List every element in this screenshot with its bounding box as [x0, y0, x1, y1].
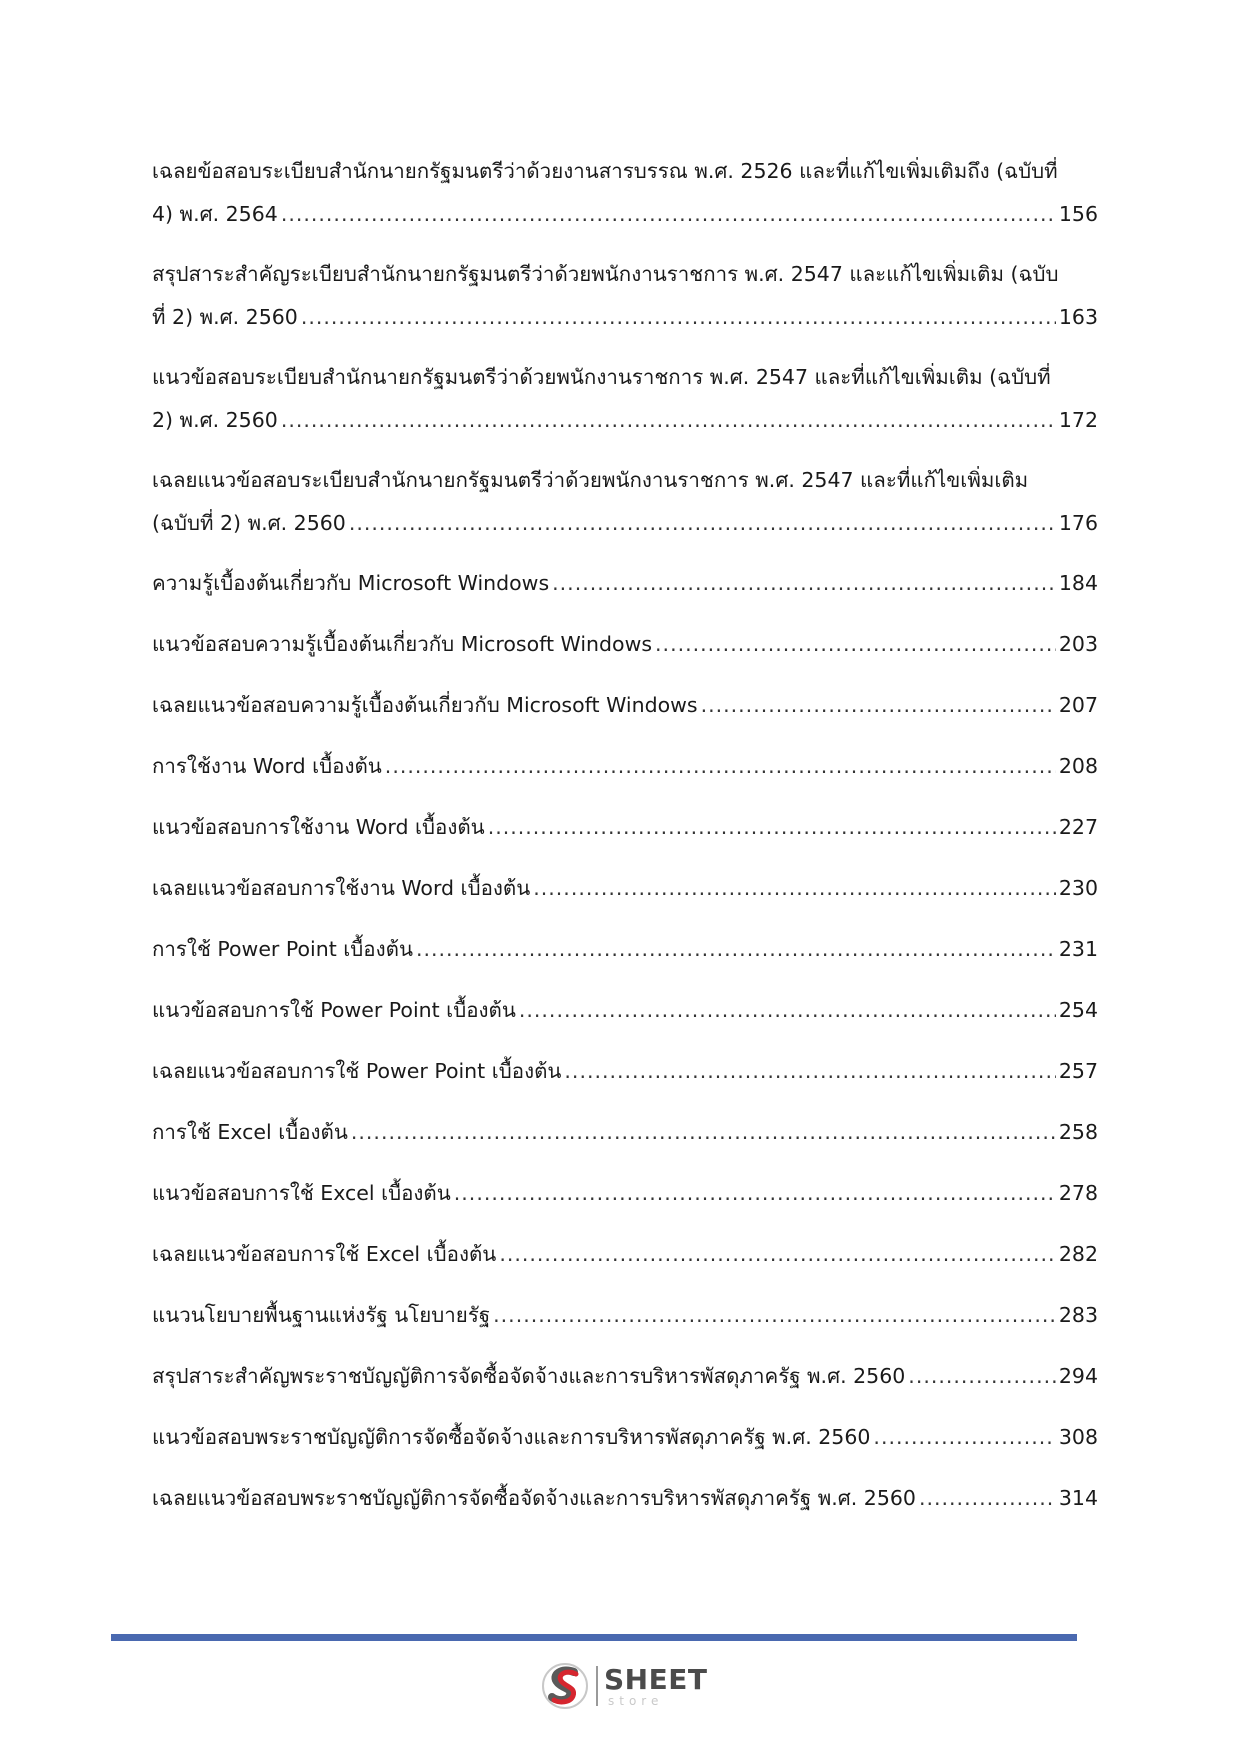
toc-entry-page-number: 176 [1058, 511, 1098, 535]
toc-entry [152, 1477, 1098, 1520]
dot-leader [281, 193, 1056, 236]
toc-entry [152, 1050, 1098, 1093]
dot-leader [416, 928, 1056, 971]
toc-entry-page-number: 283 [1058, 1303, 1098, 1327]
toc-entry-page-number: 308 [1058, 1425, 1098, 1449]
toc-entry-leader-line [152, 502, 1098, 545]
toc-entry-page-number: 257 [1058, 1059, 1098, 1083]
dot-leader [533, 867, 1056, 910]
toc-entry-title: แนวข้อสอบพระราชบัญญัติการจัดซื้อจัดจ้างและการบริหารพัสดุภาครัฐ พ.ศ. 2560 [152, 1425, 871, 1449]
toc-entry-leader-line [152, 806, 1098, 849]
toc-entry-title: แนวข้อสอบการใช้งาน Word เบื้องต้น [152, 815, 485, 839]
toc-entry-leader-line [152, 1233, 1098, 1276]
logo-word: SHEET [604, 1662, 708, 1696]
toc-entry-title-line: เฉลยข้อสอบระเบียบสำนักนายกรัฐมนตรีว่าด้วยงานสารบรรณ พ.ศ. 2526 และที่แก้ไขเพิ่มเติมถึง (ฉบับที่ [152, 159, 1058, 183]
toc-entry-leader-line [152, 1050, 1098, 1093]
toc-entry-page-number: 230 [1058, 876, 1098, 900]
dot-leader [281, 399, 1056, 442]
footer-rule [111, 1634, 1077, 1641]
toc-entry [152, 806, 1098, 849]
toc-entry-leader-line [152, 1477, 1098, 1520]
toc-entry-leader-line [152, 399, 1098, 442]
toc-entry-leader-line [152, 684, 1098, 727]
logo-words [604, 1662, 708, 1708]
toc-entry-page-number: 207 [1058, 693, 1098, 717]
toc-entry-page-number: 208 [1058, 754, 1098, 778]
toc-entry-leader-line [152, 562, 1098, 605]
toc-entry-title-line: สรุปสาระสำคัญระเบียบสำนักนายกรัฐมนตรีว่าด้วยพนักงานราชการ พ.ศ. 2547 และแก้ไขเพิ่มเติม (ฉบับ [152, 262, 1059, 286]
toc-entry-page-number: 314 [1058, 1486, 1098, 1510]
toc-entry-title: ที่ 2) พ.ศ. 2560 [152, 305, 298, 329]
dot-leader [499, 1233, 1056, 1276]
toc-entry-title: แนวข้อสอบการใช้ Excel เบื้องต้น [152, 1181, 451, 1205]
toc-entry-title: แนวข้อสอบความรู้เบื้องต้นเกี่ยวกับ Microsoft Windows [152, 632, 653, 656]
toc-entry [152, 1233, 1098, 1276]
dot-leader [454, 1172, 1056, 1215]
logo-divider [596, 1666, 598, 1706]
toc-entry [152, 459, 1098, 545]
toc-entry [152, 1111, 1098, 1154]
sheet-store-logo [540, 1660, 707, 1712]
toc-entry-title: เฉลยแนวข้อสอบความรู้เบื้องต้นเกี่ยวกับ Microsoft Windows [152, 693, 698, 717]
toc-entry [152, 562, 1098, 605]
toc-entry-page-number: 156 [1058, 202, 1098, 226]
dot-leader [301, 296, 1056, 339]
toc-entry [152, 867, 1098, 910]
dot-leader [488, 806, 1056, 849]
toc-entry-title: แนวข้อสอบการใช้ Power Point เบื้องต้น [152, 998, 516, 1022]
toc-entry-title: (ฉบับที่ 2) พ.ศ. 2560 [152, 511, 346, 535]
toc-entry [152, 253, 1098, 339]
toc-entry-leader-line [152, 1294, 1098, 1337]
toc-entry [152, 356, 1098, 442]
dot-leader [873, 1416, 1055, 1459]
toc-entry-leader-line [152, 745, 1098, 788]
toc-entry-title: 2) พ.ศ. 2560 [152, 408, 278, 432]
toc-entry-title: เฉลยแนวข้อสอบการใช้ Excel เบื้องต้น [152, 1242, 497, 1266]
dot-leader [385, 745, 1056, 788]
logo-subword: store [608, 1693, 664, 1708]
toc-entry-page-number: 282 [1058, 1242, 1098, 1266]
toc-entry-leader-line [152, 296, 1098, 339]
dot-leader [908, 1355, 1056, 1398]
dot-leader [655, 623, 1056, 666]
table-of-contents [152, 150, 1098, 1538]
toc-entry-page-number: 254 [1058, 998, 1098, 1022]
toc-entry-leader-line [152, 1111, 1098, 1154]
toc-entry-page-number: 278 [1058, 1181, 1098, 1205]
toc-entry [152, 684, 1098, 727]
dot-leader [351, 1111, 1056, 1154]
toc-entry-leader-line [152, 1355, 1098, 1398]
toc-entry-page-number: 172 [1058, 408, 1098, 432]
toc-entry-title: การใช้ Excel เบื้องต้น [152, 1120, 348, 1144]
toc-entry-title: เฉลยแนวข้อสอบการใช้งาน Word เบื้องต้น [152, 876, 531, 900]
toc-entry-page-number: 294 [1058, 1364, 1098, 1388]
dot-leader [552, 562, 1056, 605]
toc-entry-leader-line [152, 867, 1098, 910]
toc-entry [152, 150, 1098, 236]
toc-entry-leader-line [152, 989, 1098, 1032]
toc-entry-page-number: 184 [1058, 571, 1098, 595]
dot-leader [349, 502, 1056, 545]
sheet-store-logo-icon [540, 1661, 590, 1711]
toc-entry-title-line: แนวข้อสอบระเบียบสำนักนายกรัฐมนตรีว่าด้วยพนักงานราชการ พ.ศ. 2547 และที่แก้ไขเพิ่มเติม (ฉบับที่ [152, 365, 1051, 389]
toc-entry-page-number: 203 [1058, 632, 1098, 656]
toc-entry-page-number: 231 [1058, 937, 1098, 961]
toc-entry-leader-line [152, 1172, 1098, 1215]
toc-entry-leader-line [152, 1416, 1098, 1459]
toc-entry-title: การใช้งาน Word เบื้องต้น [152, 754, 382, 778]
dot-leader [701, 684, 1056, 727]
toc-entry [152, 1294, 1098, 1337]
toc-entry [152, 928, 1098, 971]
toc-entry-title: ความรู้เบื้องต้นเกี่ยวกับ Microsoft Windows [152, 571, 550, 595]
toc-entry-title: 4) พ.ศ. 2564 [152, 202, 278, 226]
toc-entry [152, 1172, 1098, 1215]
toc-entry-title-line: เฉลยแนวข้อสอบระเบียบสำนักนายกรัฐมนตรีว่าด้วยพนักงานราชการ พ.ศ. 2547 และที่แก้ไขเพิ่มเติม [152, 468, 1029, 492]
toc-entry-title: แนวนโยบายพื้นฐานแห่งรัฐ นโยบายรัฐ [152, 1303, 491, 1327]
dot-leader [564, 1050, 1055, 1093]
toc-entry-title: เฉลยแนวข้อสอบการใช้ Power Point เบื้องต้น [152, 1059, 562, 1083]
dot-leader [919, 1477, 1056, 1520]
toc-entry [152, 1416, 1098, 1459]
toc-entry-title: เฉลยแนวข้อสอบพระราชบัญญัติการจัดซื้อจัดจ้างและการบริหารพัสดุภาครัฐ พ.ศ. 2560 [152, 1486, 916, 1510]
toc-entry-page-number: 163 [1058, 305, 1098, 329]
toc-entry [152, 989, 1098, 1032]
toc-entry-leader-line [152, 928, 1098, 971]
toc-entry-title: การใช้ Power Point เบื้องต้น [152, 937, 413, 961]
toc-entry-leader-line [152, 193, 1098, 236]
toc-entry [152, 623, 1098, 666]
toc-entry-leader-line [152, 623, 1098, 666]
dot-leader [519, 989, 1056, 1032]
toc-entry [152, 1355, 1098, 1398]
toc-entry-page-number: 227 [1058, 815, 1098, 839]
toc-entry [152, 745, 1098, 788]
dot-leader [493, 1294, 1056, 1337]
toc-entry-page-number: 258 [1058, 1120, 1098, 1144]
toc-entry-title: สรุปสาระสำคัญพระราชบัญญัติการจัดซื้อจัดจ้างและการบริหารพัสดุภาครัฐ พ.ศ. 2560 [152, 1364, 906, 1388]
